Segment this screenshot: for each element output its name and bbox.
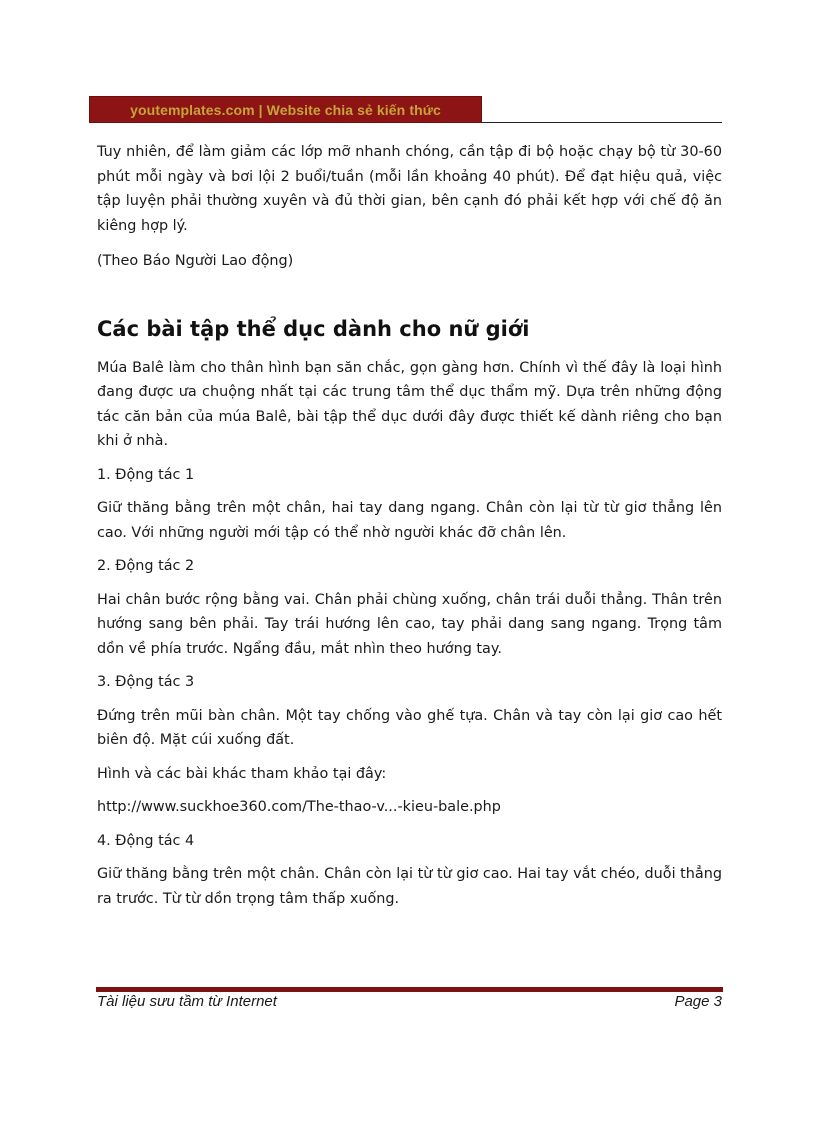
source-citation: (Theo Báo Người Lao động)	[97, 253, 294, 269]
paragraph-weight-loss: Tuy nhiên, để làm giảm các lớp mỡ nhanh chóng, cần tập đi bộ hoặc chạy bộ từ 30-60 phút mỗi ngày và bơi lội 2 buổi/tuần (mỗi lần khoảng 40 phút). Để đạt hiệu quả, việc tập luyện phải thường xuyên và đủ thời gian, bên cạnh đó phải kết hợp với chế độ ăn kiêng hợp lý.	[97, 144, 722, 234]
move3-title: 3. Động tác 3	[97, 674, 195, 690]
reference-url: http://www.suckhoe360.com/The-thao-v...-kieu-bale.php	[97, 799, 501, 815]
move4-title: 4. Động tác 4	[97, 832, 195, 849]
header-rule	[482, 122, 722, 123]
paragraph-intro: Múa Balê làm cho thân hình bạn săn chắc, gọn gàng hơn. Chính vì thế đây là loại hình đang được ưa chuộng nhất tại các trung tâm thể dục thẩm mỹ. Dựa trên những động tác căn bản của múa Balê, bài tập thể dục dưới đây được thiết kế dành riêng cho bạn khi ở nhà.	[97, 359, 722, 449]
footer-source: Tài liệu sưu tầm từ Internet	[97, 993, 277, 1010]
footer-rule	[96, 987, 723, 992]
header-banner	[89, 96, 482, 123]
section-heading: Các bài tập thể dục dành cho nữ giới	[97, 316, 530, 341]
move2-title: 2. Động tác 2	[97, 558, 195, 574]
header-banner-text: youtemplates.com | Website chia sẻ kiến thức	[130, 101, 441, 118]
move2-text: Hai chân bước rộng bằng vai. Chân phải chùng xuống, chân trái duỗi thẳng. Thân trên hướng sang bên phải. Tay trái hướng lên cao, tay phải dang sang ngang. Trọng tâm dồn về phía trước. Ngẩng đầu, mắt nhìn theo hướng tay.	[97, 591, 722, 657]
move1-text: Giữ thăng bằng trên một chân, hai tay dang ngang. Chân còn lại từ từ giơ thẳng lên cao. Với những người mới tập có thể nhờ người khác đỡ chân lên.	[97, 500, 722, 541]
move4-text: Giữ thăng bằng trên một chân. Chân còn lại từ từ giơ cao. Hai tay vắt chéo, duỗi thẳng ra trước. Từ từ dồn trọng tâm thấp xuống.	[97, 866, 722, 907]
page-number: Page 3	[674, 993, 722, 1010]
page-content	[97, 140, 722, 911]
move1-title: 1. Động tác 1	[97, 466, 195, 483]
move3-text: Đứng trên mũi bàn chân. Một tay chống vào ghế tựa. Chân và tay còn lại giơ cao hết biên độ. Mặt cúi xuống đất.	[97, 707, 722, 748]
reference-label: Hình và các bài khác tham khảo tại đây:	[97, 765, 387, 782]
